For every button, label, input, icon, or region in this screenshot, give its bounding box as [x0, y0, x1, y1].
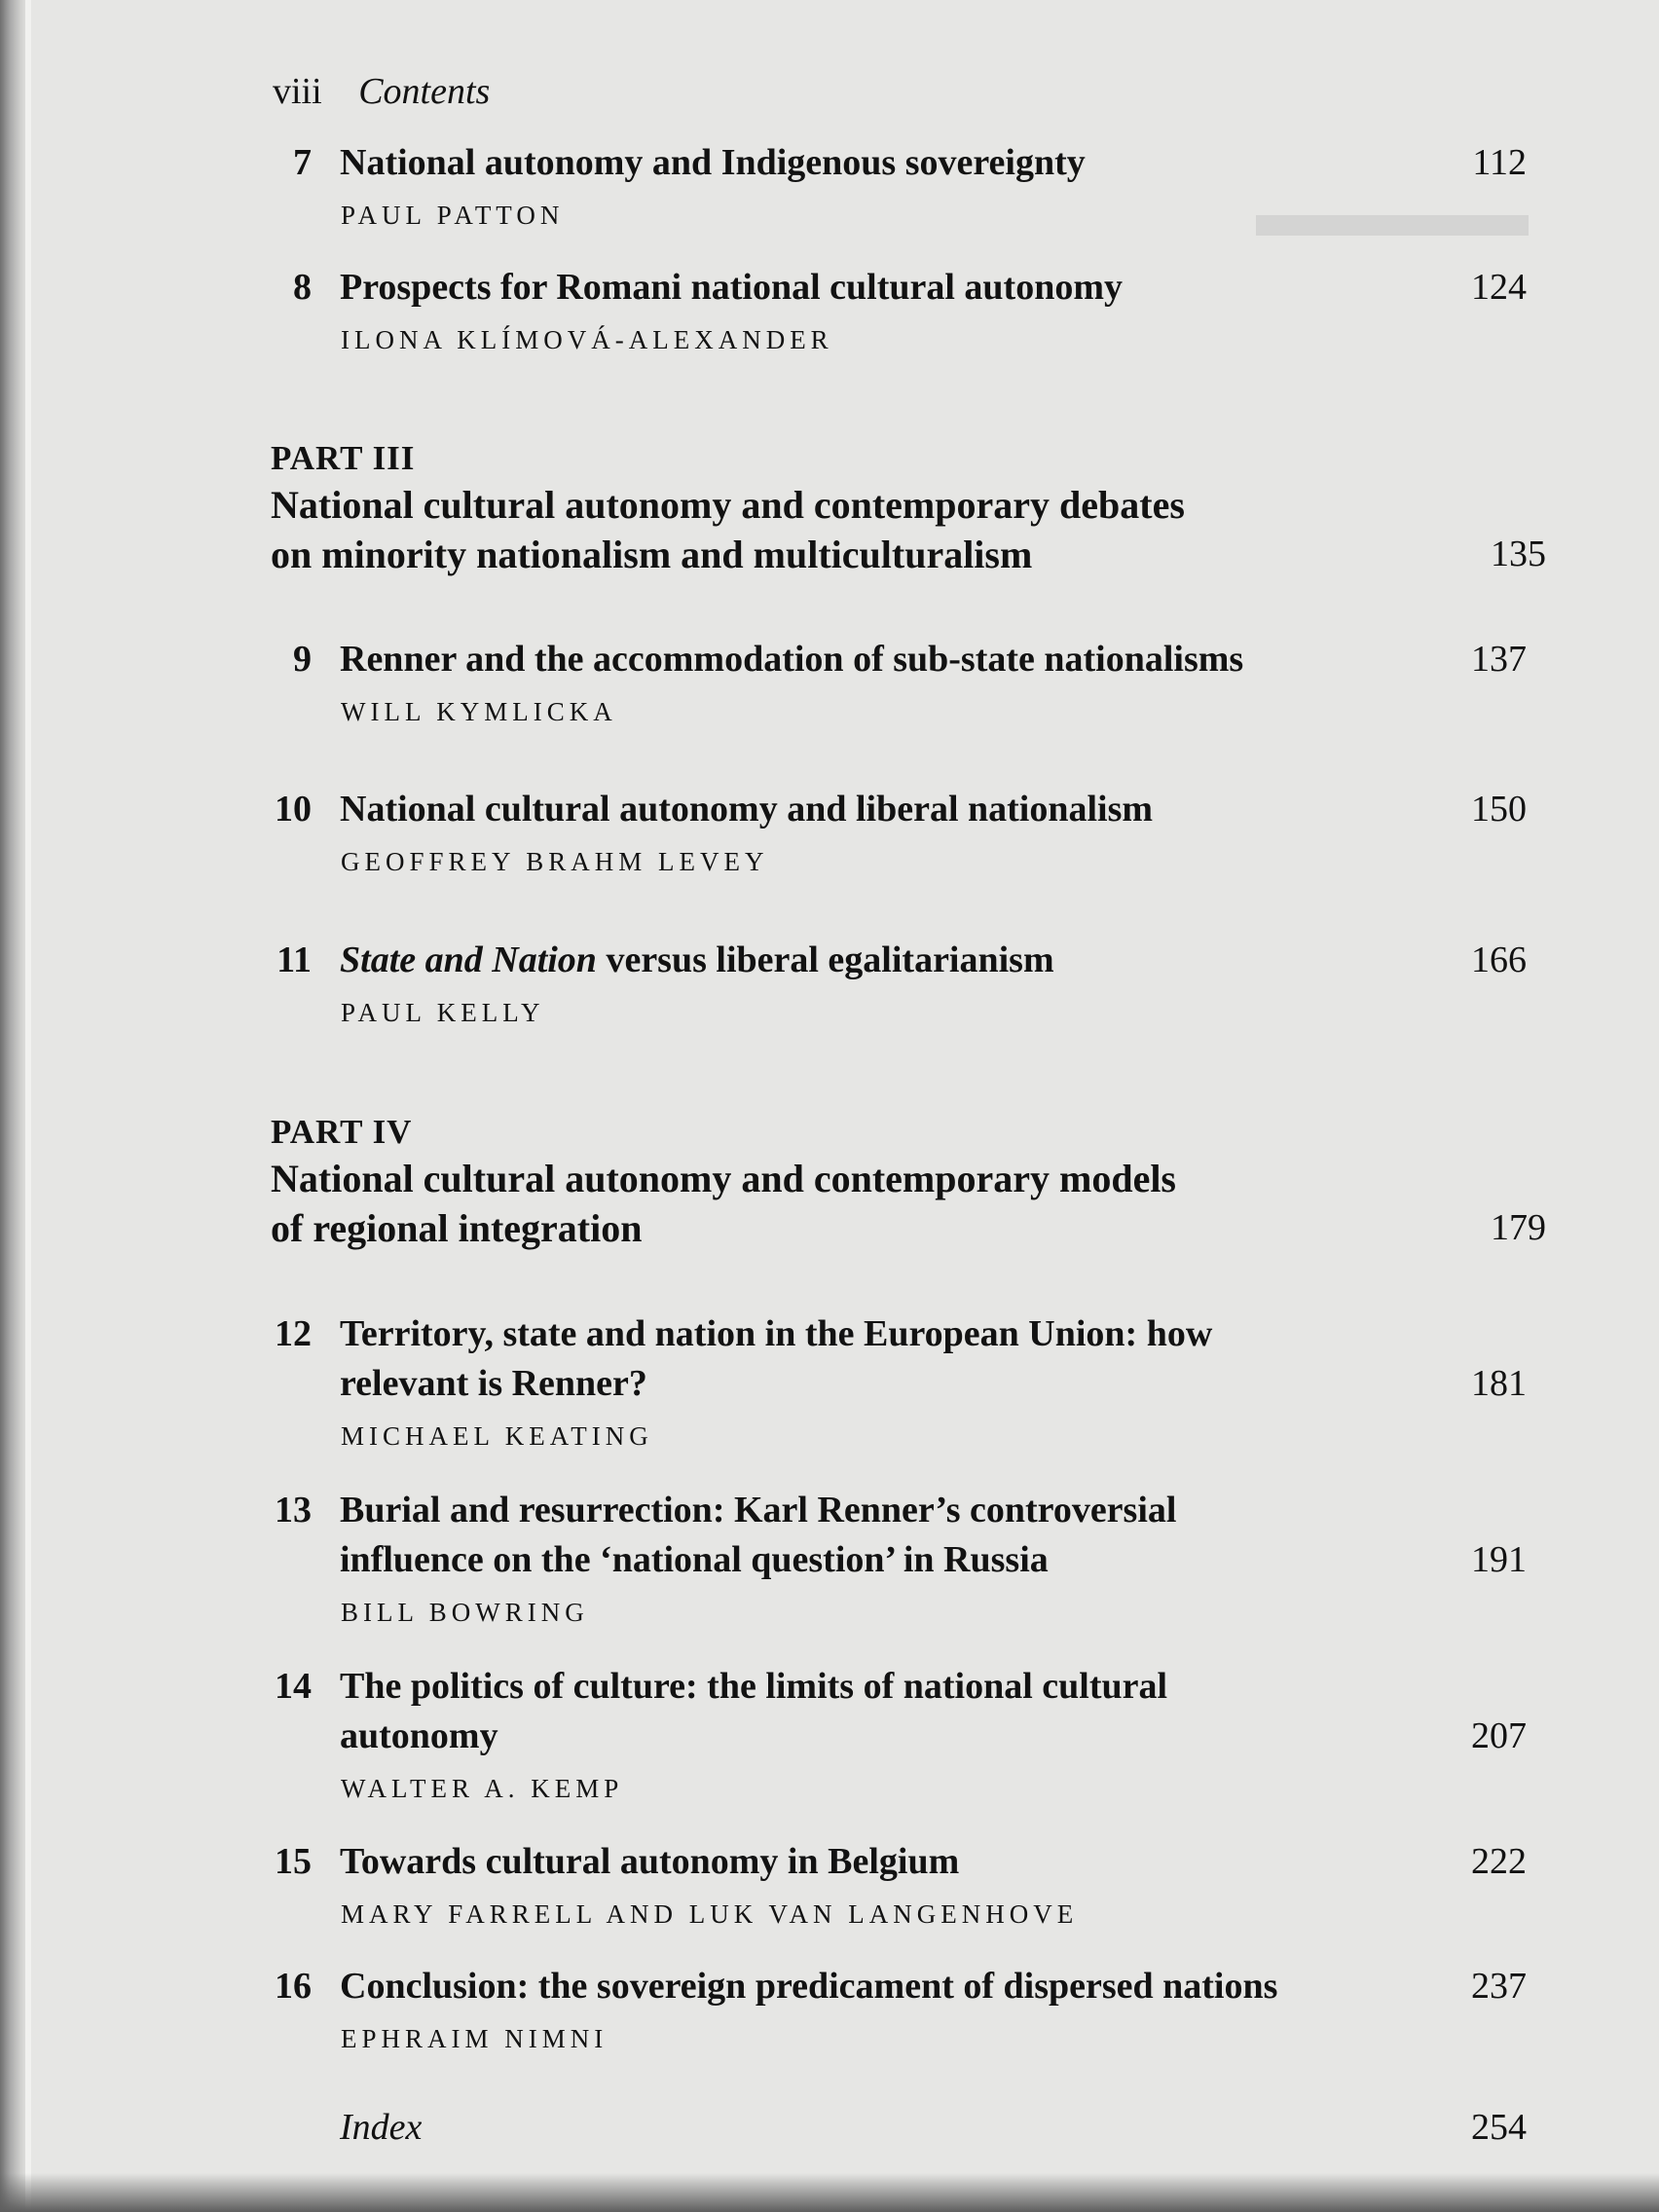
index-title[interactable]: Index [340, 2107, 423, 2148]
chapter-page: 237 [1471, 1966, 1527, 2007]
part-title-line-2: on minority nationalism and multiculturalism [271, 533, 1033, 576]
part-title-line-1: National cultural autonomy and contemporary debates [271, 483, 1185, 527]
show-through-mark: ▬▬▬▬ [1256, 176, 1529, 251]
chapter-author: ILONA KLÍMOVÁ-ALEXANDER [341, 325, 833, 354]
chapter-author: EPHRAIM NIMNI [341, 2024, 608, 2053]
part-label: PART IV [271, 1113, 413, 1151]
chapter-title[interactable]: National cultural autonomy and liberal nationalism [340, 789, 1154, 830]
chapter-title[interactable]: Prospects for Romani national cultural autonomy [340, 267, 1123, 308]
chapter-page: 112 [1472, 142, 1527, 183]
part-title-line-1: National cultural autonomy and contemporary models [271, 1157, 1176, 1200]
running-head [273, 70, 490, 113]
part-title-row [271, 530, 1546, 579]
part-page: 135 [1491, 534, 1546, 574]
chapter-title-line-1[interactable]: Territory, state and nation in the European Union: how [340, 1313, 1213, 1354]
chapter-author: BILL BOWRING [341, 1598, 589, 1627]
chapter-title-line-1[interactable]: Burial and resurrection: Karl Renner’s controversial [340, 1490, 1177, 1530]
chapter-number: 8 [293, 267, 312, 308]
part-label: PART III [271, 439, 416, 477]
part-iv-heading[interactable] [271, 1111, 1546, 1253]
chapter-number: 15 [275, 1841, 312, 1882]
chapter-page: 150 [1471, 789, 1527, 830]
chapter-number: 14 [275, 1666, 312, 1707]
chapter-author: PAUL PATTON [341, 201, 565, 230]
chapter-title[interactable]: Renner and the accommodation of sub-state nationalisms [340, 639, 1244, 680]
chapter-page: 222 [1471, 1841, 1527, 1882]
part-title-line-2: of regional integration [271, 1206, 643, 1250]
chapter-number: 11 [276, 940, 312, 980]
index-page: 254 [1471, 2107, 1527, 2148]
chapter-number: 10 [275, 789, 312, 830]
chapter-page: 191 [1471, 1539, 1527, 1580]
part-iii-heading[interactable] [271, 437, 1546, 579]
chapter-title-line-2[interactable]: autonomy [340, 1715, 498, 1756]
bottom-page-edge [0, 2173, 1659, 2212]
chapter-title-line-2[interactable]: influence on the ‘national question’ in Russia [340, 1539, 1049, 1580]
chapter-number: 9 [293, 639, 312, 680]
chapter-title-line-2[interactable]: relevant is Renner? [340, 1363, 647, 1404]
chapter-number: 16 [275, 1966, 312, 2007]
part-page: 179 [1491, 1207, 1546, 1248]
chapter-title[interactable]: Towards cultural autonomy in Belgium [340, 1841, 960, 1882]
chapter-author: GEOFFREY BRAHM LEVEY [341, 847, 769, 876]
chapter-title-italic: State and Nation [340, 940, 597, 980]
chapter-number: 12 [275, 1313, 312, 1354]
chapter-title-line-1[interactable]: The politics of culture: the limits of national cultural [340, 1666, 1168, 1707]
page-folio: viii [273, 71, 322, 112]
chapter-title[interactable]: National autonomy and Indigenous sovereignty [340, 142, 1086, 183]
chapter-page: 137 [1471, 639, 1527, 680]
running-head-title: Contents [358, 71, 491, 112]
chapter-title[interactable] [340, 936, 1313, 985]
part-title-row [271, 1203, 1546, 1253]
chapter-author: MARY FARRELL AND LUK VAN LANGENHOVE [341, 1899, 1079, 1929]
chapter-title[interactable]: Conclusion: the sovereign predicament of dispersed nations [340, 1966, 1278, 2007]
chapter-author: WALTER A. KEMP [341, 1774, 624, 1803]
chapter-page: 181 [1471, 1363, 1527, 1404]
chapter-number: 7 [293, 142, 312, 183]
chapter-number: 13 [275, 1490, 312, 1530]
chapter-page: 124 [1471, 267, 1527, 308]
chapter-page: 166 [1471, 940, 1527, 980]
chapter-author: MICHAEL KEATING [341, 1421, 653, 1451]
chapter-author: WILL KYMLICKA [341, 697, 617, 726]
chapter-author: PAUL KELLY [341, 998, 545, 1027]
chapter-title-rest: versus liberal egalitarianism [596, 940, 1054, 980]
chapter-page: 207 [1471, 1715, 1527, 1756]
